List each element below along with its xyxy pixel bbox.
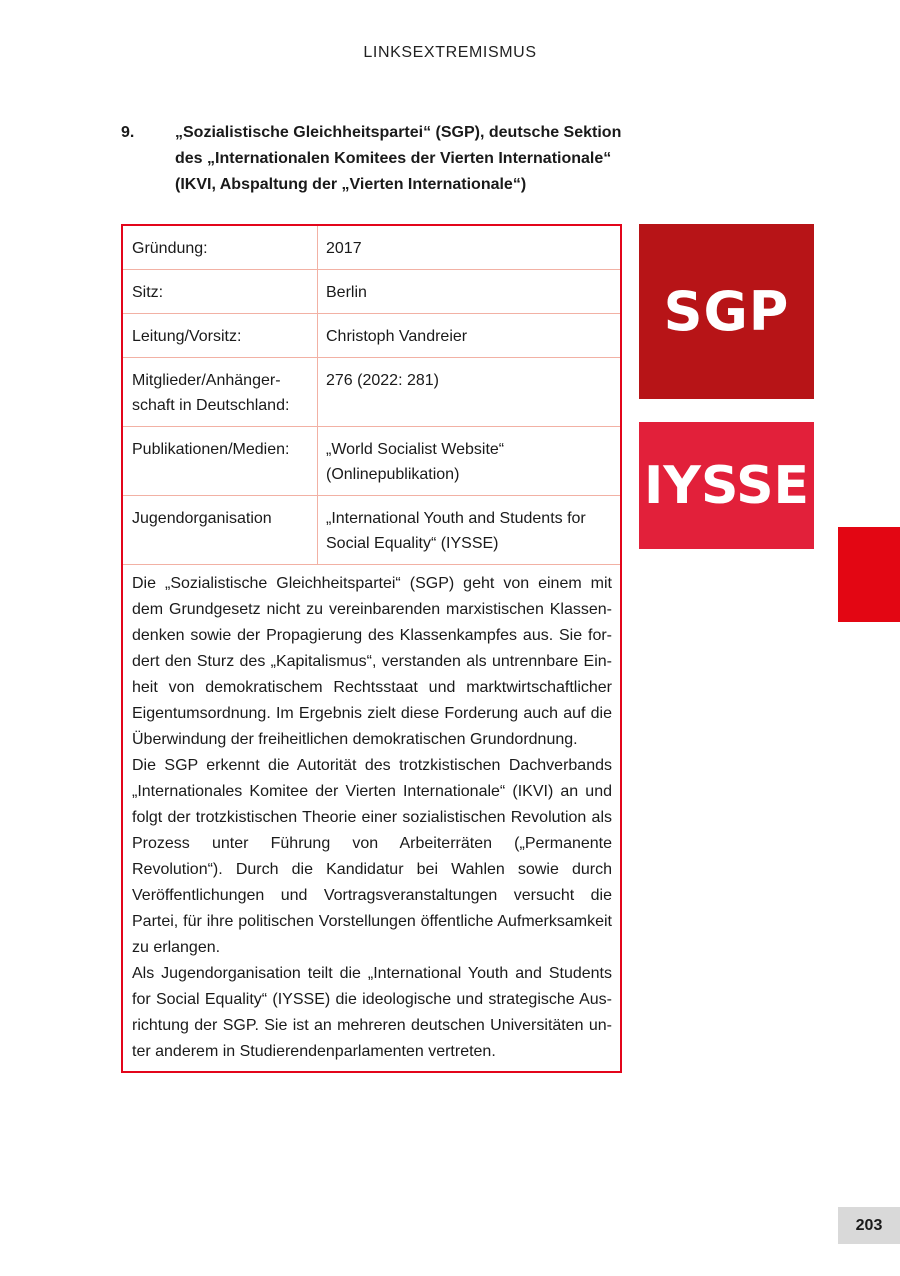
fact-value: 2017 bbox=[326, 240, 362, 257]
iysse-logo-text: IYSSE bbox=[643, 455, 810, 516]
page-number: 203 bbox=[838, 1207, 900, 1244]
fact-label: Leitung/Vorsitz: bbox=[123, 314, 318, 357]
fact-value: „World Socialist Website“ (Onlinepublikation) bbox=[326, 441, 505, 483]
fact-value: Christoph Vandreier bbox=[326, 328, 468, 345]
iysse-logo bbox=[639, 422, 814, 549]
fact-row-publications bbox=[123, 427, 620, 496]
description-paragraph: Als Jugendorganisation teilt die „International Youth and Students for Social Equality“ (IYSSE) die ideologische und strategische Ausrichtung der SGP. Sie ist an mehreren deutschen Universitäten unter anderem in Studierendenparlamenten vertreten. bbox=[132, 965, 612, 1060]
chapter-side-tab bbox=[838, 527, 900, 622]
fact-row-members bbox=[123, 358, 620, 427]
fact-label: Gründung: bbox=[123, 226, 318, 269]
fact-label: Mitglieder/Anhängerschaft in Deutschland: bbox=[123, 358, 318, 426]
fact-value: Berlin bbox=[326, 284, 367, 301]
running-header: LINKSEXTREMISMUS bbox=[363, 44, 537, 61]
description bbox=[123, 565, 620, 1071]
description-paragraph: Die SGP erkennt die Autorität des trotzkistischen Dachverbands „Internationales Komitee der Vierten Internationale“ (IKVI) an und folgt der trotzkistischen Theorie einer sozialistischen Revolution als Prozess unter Führung von Arbeiterräten („Permanente Revolution“). Durch die Kandidatur bei Wahlen sowie durch Veröffentlichungen und Vortragsveranstaltungen versucht die Partei, für ihre politischen Vorstellungen öffentliche Aufmerksamkeit zu erlangen. bbox=[132, 757, 612, 956]
section-title: „Sozialistische Gleichheitspartei“ (SGP), deutsche Sektion des „Internationalen Komitees der Vierten Internationale“ (IKVI, Abspaltung der „Vierten Internationale“) bbox=[175, 124, 622, 193]
fact-row-founding bbox=[123, 226, 620, 270]
fact-value: 276 (2022: 281) bbox=[326, 372, 439, 389]
fact-row-youth bbox=[123, 496, 620, 565]
fact-label: Publikationen/Medien: bbox=[123, 427, 318, 495]
fact-row-seat bbox=[123, 270, 620, 314]
description-paragraph: Die „Sozialistische Gleichheitspartei“ (SGP) geht von einem mit dem Grundgesetz nicht zu vereinbarenden marxistischen Klassendenken sowie der Propagierung des Klassenkampfes aus. Sie fordert den Sturz des „Kapitalismus“, verstanden als untrennbare Einheit von demokratischem Rechtsstaat und marktwirtschaftlicher Eigentumsordnung. Im Ergebnis zielt diese Forderung auch auf die Überwindung der freiheitlichen demokratischen Grundordnung. bbox=[132, 575, 612, 748]
fact-box bbox=[121, 224, 622, 1073]
fact-row-leadership bbox=[123, 314, 620, 358]
section-heading bbox=[121, 120, 641, 198]
sgp-logo-text: SGP bbox=[663, 280, 790, 343]
fact-label: Jugendorganisation bbox=[123, 496, 318, 564]
fact-value: „International Youth and Students for Social Equality“ (IYSSE) bbox=[326, 510, 586, 552]
sgp-logo bbox=[639, 224, 814, 399]
fact-label: Sitz: bbox=[123, 270, 318, 313]
section-number: 9. bbox=[121, 124, 135, 141]
